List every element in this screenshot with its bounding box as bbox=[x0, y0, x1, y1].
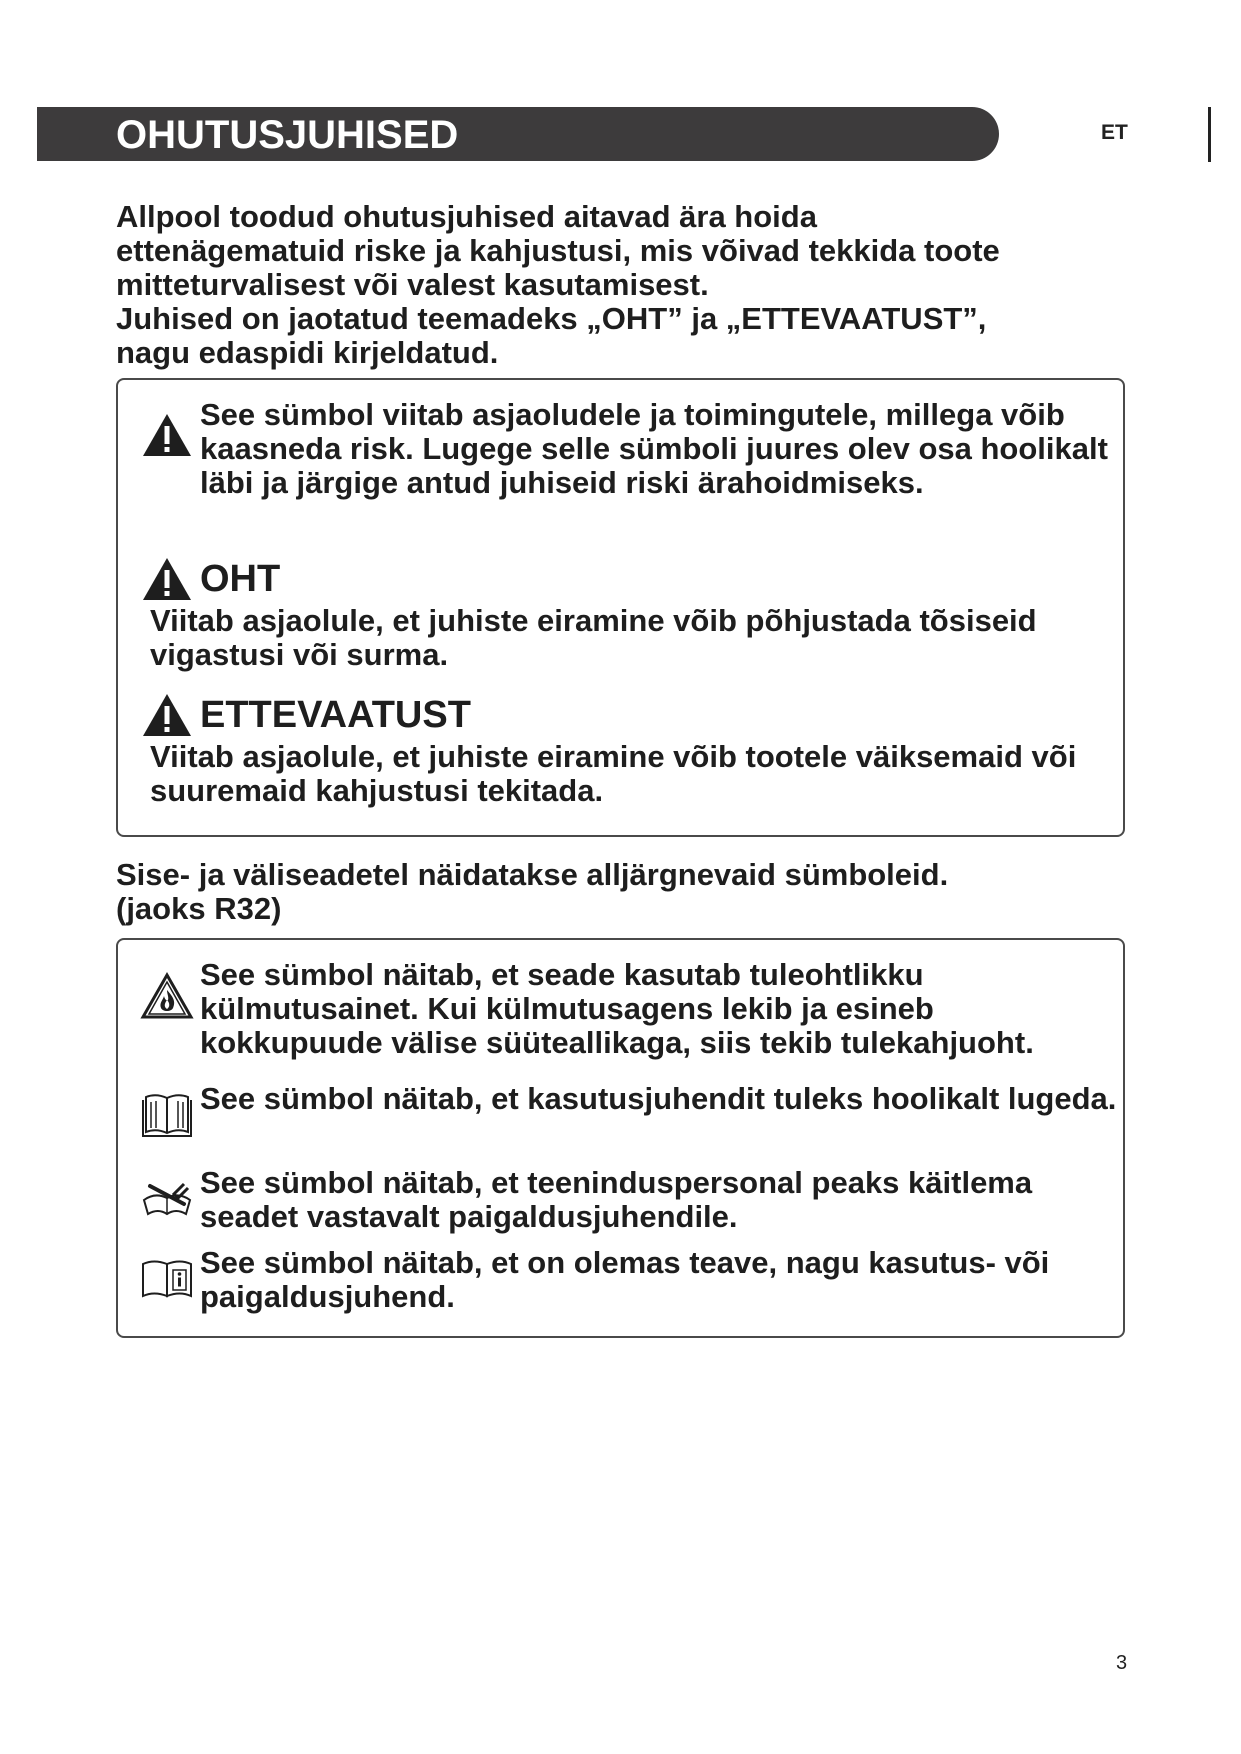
caution-title: ETTEVAATUST bbox=[200, 694, 471, 736]
danger-description: Viitab asjaolule, et juhiste eiramine võib põhjustada tõsiseid vigastusi või surma. bbox=[150, 603, 1037, 672]
section-line: (jaoks R32) bbox=[116, 891, 282, 926]
list-item bbox=[140, 1166, 1120, 1234]
warning-definitions-box bbox=[116, 378, 1125, 837]
symbol-explanation-row bbox=[140, 398, 1120, 500]
r32-symbols-box bbox=[116, 938, 1125, 1338]
side-divider bbox=[1208, 107, 1211, 162]
section-line: Sise- ja väliseadetel näidatakse alljärgnevaid sümboleid. bbox=[116, 857, 949, 892]
intro-line: mitteturvalisest või valest kasutamisest. bbox=[116, 267, 709, 302]
language-code: ET bbox=[1101, 121, 1128, 144]
warning-triangle-icon bbox=[140, 552, 194, 606]
warning-triangle-icon bbox=[140, 688, 194, 742]
service-manual-icon bbox=[140, 1170, 194, 1224]
danger-heading-row bbox=[140, 552, 280, 606]
list-item-text: See sümbol näitab, et teeninduspersonal peaks käitlema seadet vastavalt paigaldusjuhendile. bbox=[200, 1165, 1033, 1234]
list-item-text: See sümbol näitab, et on olemas teave, nagu kasutus- või paigaldusjuhend. bbox=[200, 1245, 1050, 1314]
list-item-text: See sümbol näitab, et seade kasutab tuleohtlikku külmutusainet. Kui külmutusagens lekib ja esineb kokkupuude välise süüteallikaga, siis tekib tulekahjuoht. bbox=[200, 957, 1034, 1060]
intro-line: Allpool toodud ohutusjuhised aitavad ära hoida bbox=[116, 199, 817, 234]
danger-title: OHT bbox=[200, 558, 281, 600]
list-item bbox=[140, 1082, 1120, 1142]
info-manual-icon bbox=[140, 1250, 194, 1304]
page-title: OHUTUSJUHISED bbox=[116, 113, 459, 157]
intro-paragraph bbox=[116, 200, 1106, 370]
section-title-bar bbox=[37, 107, 999, 161]
warning-triangle-icon bbox=[140, 408, 194, 462]
page-number: 3 bbox=[1116, 1652, 1128, 1674]
list-item bbox=[140, 1246, 1120, 1314]
manual-book-icon bbox=[140, 1088, 194, 1142]
intro-line: Juhised on jaotatud teemadeks „OHT” ja „ETTEVAATUST”, bbox=[116, 301, 987, 336]
list-item bbox=[140, 958, 1120, 1060]
r32-symbols-intro bbox=[116, 858, 1106, 926]
intro-line: ettenägematuid riske ja kahjustusi, mis võivad tekkida toote bbox=[116, 233, 1000, 268]
list-item-text: See sümbol näitab, et kasutusjuhendit tuleks hoolikalt lugeda. bbox=[200, 1081, 1117, 1116]
flammable-warning-icon bbox=[140, 970, 194, 1024]
symbol-explanation-text: See sümbol viitab asjaoludele ja toimingutele, millega võib kaasneda risk. Lugege selle sümboli juures olev osa hoolikalt läbi ja järgige antud juhiseid riski ärahoidmiseks. bbox=[200, 397, 1108, 500]
caution-description: Viitab asjaolule, et juhiste eiramine võib tootele väiksemaid või suuremaid kahjustusi tekitada. bbox=[150, 739, 1077, 808]
caution-heading-row bbox=[140, 688, 471, 742]
intro-line: nagu edaspidi kirjeldatud. bbox=[116, 335, 499, 370]
